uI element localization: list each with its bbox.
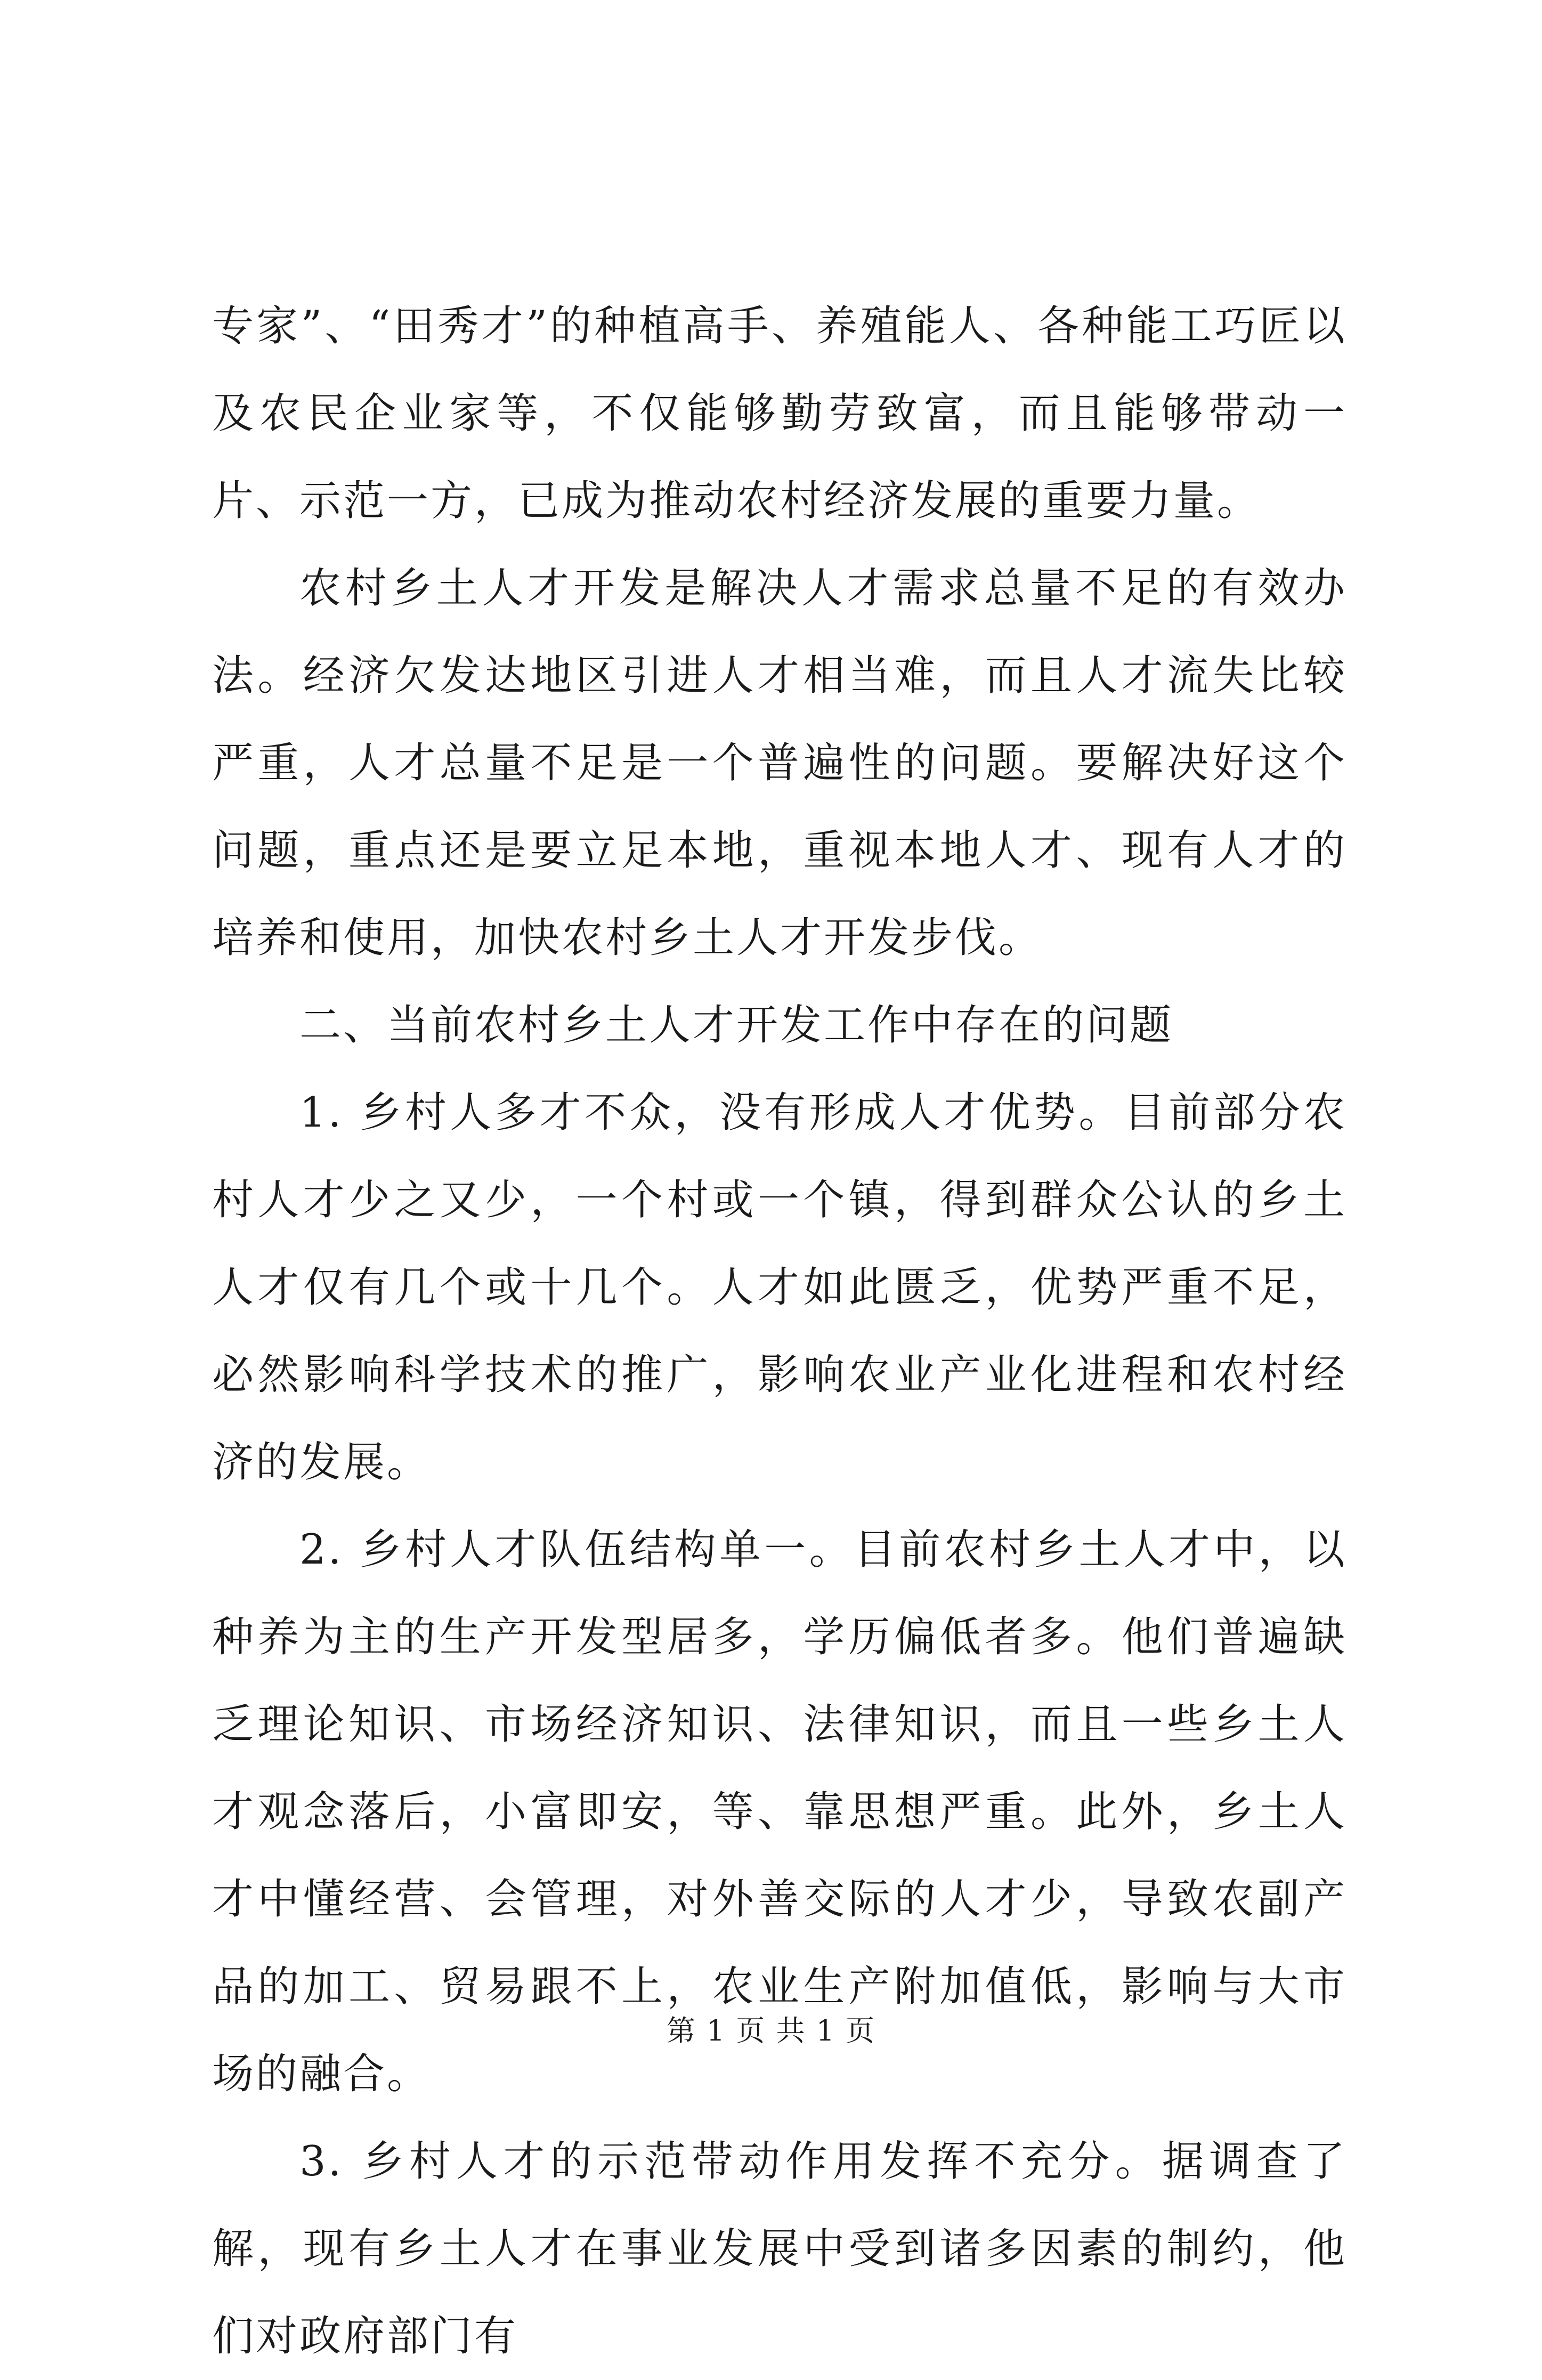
page-footer: 第 1 页 共 1 页	[666, 2014, 876, 2047]
paragraph-item-1: 1. 乡村人多才不众，没有形成人才优势。目前部分农村人才少之又少，一个村或一个镇，得到群众公认的乡土人才仅有几个或十几个。人才如此匮乏，优势严重不足，必然影响科学技术的推广，影响农业产业化进程和农村经济的发展。	[212, 1089, 1347, 1486]
section-heading: 二、当前农村乡土人才开发工作中存在的问题	[299, 1001, 1174, 1049]
document-body	[212, 282, 1347, 2380]
paragraph-item-2: 2. 乡村人才队伍结构单一。目前农村乡土人才中，以种养为主的生产开发型居多，学历偏低者多。他们普遍缺乏理论知识、市场经济知识、法律知识，而且一些乡土人才观念落后，小富即安，等、靠思想严重。此外，乡土人才中懂经营、会管理，对外善交际的人才少，导致农副产品的加工、贸易跟不上，农业生产附加值低，影响与大市场的融合。	[212, 1526, 1347, 2098]
paragraph-2: 农村乡土人才开发是解决人才需求总量不足的有效办法。经济欠发达地区引进人才相当难，而且人才流失比较严重，人才总量不足是一个普遍性的问题。要解决好这个问题，重点还是要立足本地，重视本地人才、现有人才的培养和使用，加快农村乡土人才开发步伐。	[212, 564, 1347, 962]
paragraph-item-3: 3. 乡村人才的示范带动作用发挥不充分。据调查了解，现有乡土人才在事业发展中受到诸多因素的制约，他们对政府部门有	[212, 2138, 1347, 2360]
paragraph-1: 专家”、“田秀才”的种植高手、养殖能人、各种能工巧匠以及农民企业家等，不仅能够勤劳致富，而且能够带动一片、示范一方，已成为推动农村经济发展的重要力量。	[212, 302, 1347, 525]
